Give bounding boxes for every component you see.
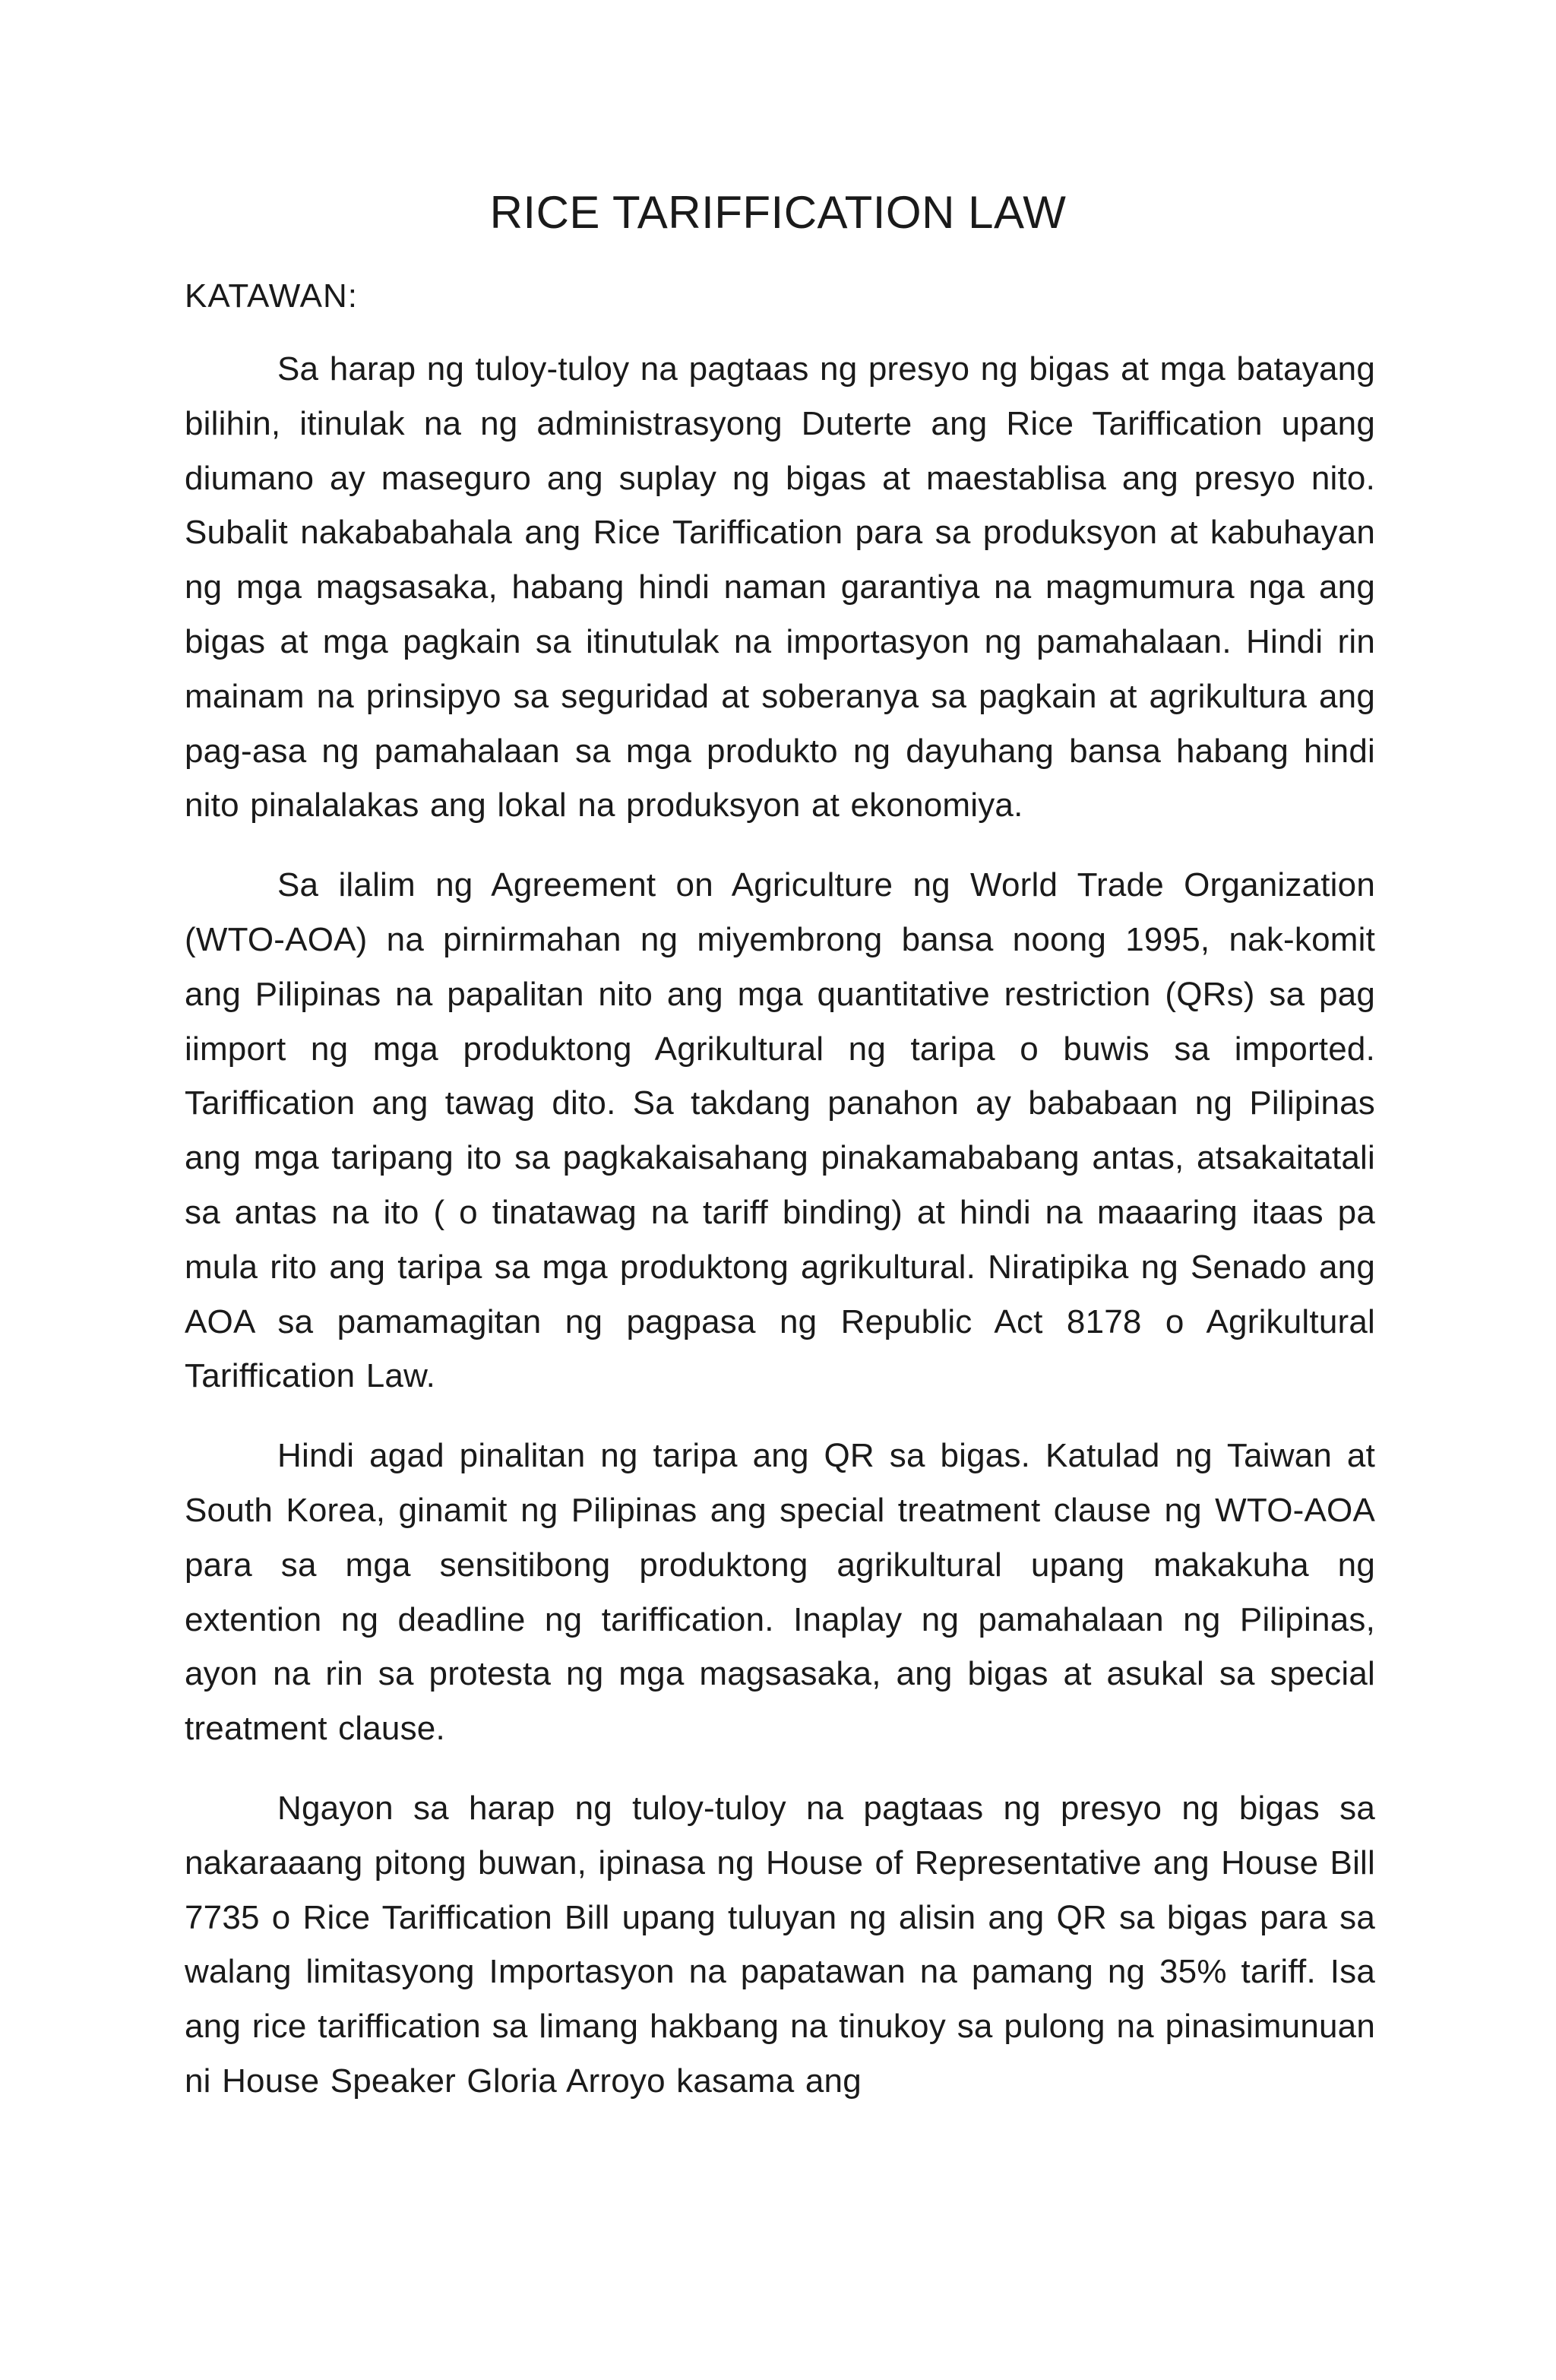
section-label: KATAWAN:: [185, 277, 358, 315]
paragraph: Sa ilalim ng Agreement on Agriculture ng World Trade Organization (WTO-AOA) na pirnirmahan ng miyembrong bansa noong 1995, nak-komit ang Pilipinas na papalitan nito ang mga quantitative restriction (QRs) sa pag iimport ng mga produktong Agrikultural ng taripa o buwis sa imported. Tariffication ang tawag dito. Sa takdang panahon ay bababaan ng Pilipinas ang mga taripang ito sa pagkakaisahang pinakamababang antas, atsakaitatali sa antas na ito ( o tinatawag na tariff binding) at hindi na maaaring itaas pa mula rito ang taripa sa mga produktong agrikultural. Niratipika ng Senado ang AOA sa pamamagitan ng pagpasa ng Republic Act 8178 o Agrikultural Tariffication Law.: [185, 866, 1375, 1395]
paragraph: Hindi agad pinalitan ng taripa ang QR sa bigas. Katulad ng Taiwan at South Korea, ginamit ng Pilipinas ang special treatment clause ng WTO-AOA para sa mga sensitibong produktong agrikultural upang makakuha ng extention ng deadline ng tariffication. Inaplay ng pamahalaan ng Pilipinas, ayon na rin sa protesta ng mga magsasaka, ang bigas at asukal sa special treatment clause.: [185, 1437, 1375, 1748]
document-body: [185, 342, 1375, 2134]
document-title-text: RICE TARIFFICATION LAW: [489, 187, 1067, 238]
paragraph: Sa harap ng tuloy-tuloy na pagtaas ng presyo ng bigas at mga batayang bilihin, itinulak na ng administrasyong Duterte ang Rice Tariffication upang diumano ay maseguro ang suplay ng bigas at maestablisa ang presyo nito. Subalit nakababahala ang Rice Tariffication para sa produksyon at kabuhayan ng mga magsasaka, habang hindi naman garantiya na magmumura nga ang bigas at mga pagkain sa itinutulak na importasyon ng pamahalaan. Hindi rin mainam na prinsipyo sa seguridad at soberanya sa pagkain at agrikultura ang pag-asa ng pamahalaan sa mga produkto ng dayuhang bansa habang hindi nito pinalalakas ang lokal na produksyon at ekonomiya.: [185, 350, 1375, 824]
document-title: [0, 176, 1556, 249]
paragraph: Ngayon sa harap ng tuloy-tuloy na pagtaas ng presyo ng bigas sa nakaraaang pitong buwan, ipinasa ng House of Representative ang House Bill 7735 o Rice Tariffication Bill upang tuluyan ng alisin ang QR sa bigas para sa walang limitasyong Importasyon na papatawan na pamang ng 35% tariff. Isa ang rice tariffication sa limang hakbang na tinukoy sa pulong na pinasimunuan ni House Speaker Gloria Arroyo kasama ang: [185, 1789, 1375, 2100]
